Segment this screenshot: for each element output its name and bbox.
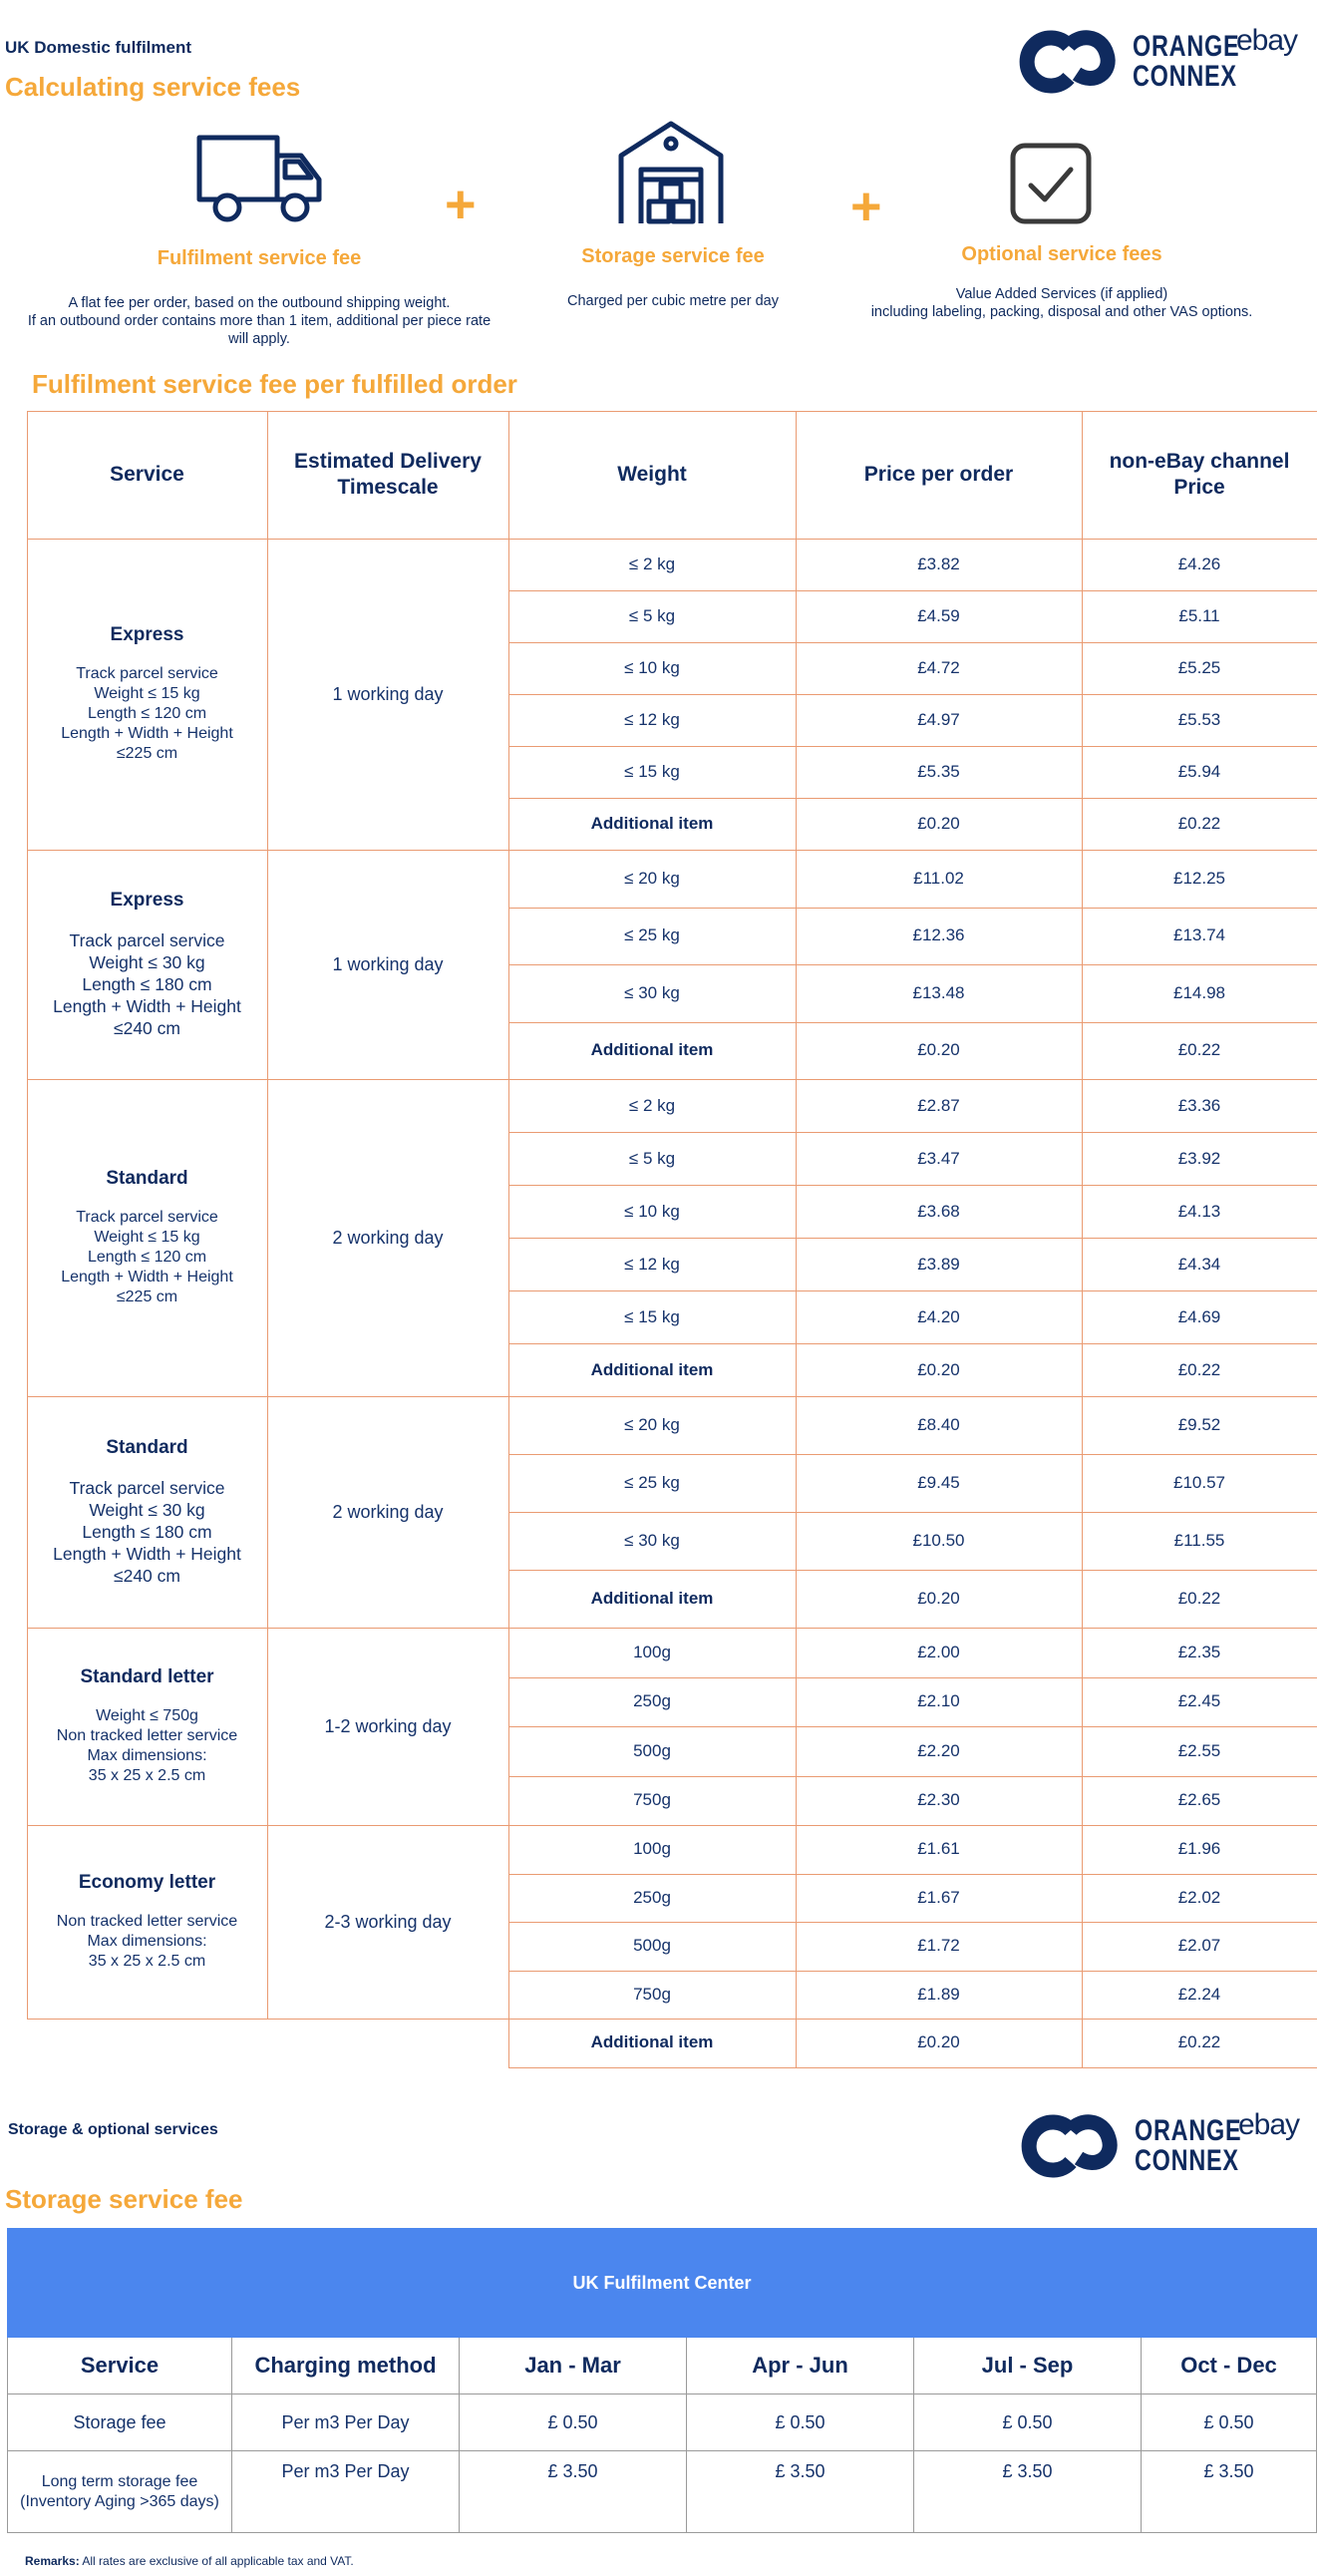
table-banner: UK Fulfilment Center bbox=[8, 2229, 1317, 2338]
weight-cell: 750g bbox=[633, 1790, 671, 1810]
remarks-text: All rates are exclusive of all applicable tax and VAT. bbox=[82, 2554, 354, 2568]
weight-cell: 500g bbox=[633, 1936, 671, 1956]
service-name: Standard bbox=[106, 1168, 188, 1189]
price-cell: £4.97 bbox=[917, 710, 960, 729]
remarks bbox=[25, 2554, 354, 2568]
table-cell: £ 3.50 bbox=[1142, 2451, 1317, 2533]
price-cell: £2.30 bbox=[917, 1790, 960, 1810]
table-cell: Per m3 Per Day bbox=[232, 2394, 460, 2451]
grid-line bbox=[27, 411, 28, 2019]
grid-line bbox=[508, 2067, 1317, 2068]
non-ebay-price-cell: £0.22 bbox=[1177, 1359, 1221, 1379]
grid-line bbox=[267, 411, 268, 2019]
weight-cell: ≤ 15 kg bbox=[624, 1306, 680, 1326]
non-ebay-price-cell: £2.07 bbox=[1177, 1936, 1221, 1956]
price-cell: £4.20 bbox=[917, 1306, 960, 1326]
table-cell: £ 0.50 bbox=[460, 2394, 687, 2451]
header-cell: Charging method bbox=[232, 2338, 460, 2394]
non-ebay-price-cell: £0.22 bbox=[1177, 1589, 1221, 1608]
truck-icon bbox=[195, 132, 325, 225]
price-cell: £12.36 bbox=[912, 925, 965, 945]
weight-cell: Additional item bbox=[590, 2032, 714, 2052]
table-title: Fulfilment service fee per fulfilled order bbox=[32, 369, 517, 399]
weight-cell: 250g bbox=[633, 1887, 671, 1907]
ebay-logo-2: ebay bbox=[1238, 2108, 1300, 2141]
plus-icon: + bbox=[445, 175, 477, 234]
non-ebay-price-cell: £0.22 bbox=[1177, 814, 1221, 833]
price-cell: £1.61 bbox=[917, 1839, 960, 1859]
price-cell: £0.20 bbox=[917, 1589, 960, 1608]
timescale-cell: 1 working day bbox=[332, 953, 444, 974]
weight-cell: ≤ 20 kg bbox=[624, 868, 680, 888]
weight-cell: ≤ 25 kg bbox=[624, 1473, 680, 1492]
non-ebay-price-cell: £2.24 bbox=[1177, 1984, 1221, 2004]
orange-connex-logo-2 bbox=[1019, 2110, 1272, 2182]
price-cell: £3.68 bbox=[917, 1201, 960, 1221]
non-ebay-price-cell: £0.22 bbox=[1177, 2032, 1221, 2052]
header-cell: Jul - Sep bbox=[914, 2338, 1142, 2394]
grid-line bbox=[27, 2019, 508, 2020]
service-name: Economy letter bbox=[78, 1872, 216, 1893]
non-ebay-price-cell: £11.55 bbox=[1173, 1531, 1225, 1550]
price-cell: £1.72 bbox=[917, 1936, 960, 1956]
orange-connex-logo bbox=[1017, 26, 1270, 98]
price-cell: £11.02 bbox=[913, 868, 964, 888]
non-ebay-price-cell: £5.94 bbox=[1177, 762, 1221, 781]
non-ebay-price-cell: £5.11 bbox=[1178, 606, 1220, 625]
grid-line bbox=[508, 411, 509, 2067]
service-cell bbox=[27, 1396, 267, 1628]
service-name: Express bbox=[110, 890, 184, 911]
header-cell: Service bbox=[8, 2338, 232, 2394]
weight-cell: ≤ 30 kg bbox=[624, 982, 680, 1002]
logo-line1: ORANGE bbox=[1133, 30, 1240, 63]
table-cell: Long term storage fee (Inventory Aging >365 days) bbox=[8, 2451, 232, 2533]
table-cell: £ 0.50 bbox=[1142, 2394, 1317, 2451]
price-cell: £2.20 bbox=[917, 1740, 960, 1760]
weight-cell: ≤ 5 kg bbox=[628, 606, 676, 625]
fulfilment-fee-desc: A flat fee per order, based on the outbound shipping weight. If an outbound order contains more than 1 item, additional per piece rate will apply. bbox=[27, 295, 492, 347]
weight-cell: ≤ 12 kg bbox=[624, 710, 680, 729]
non-ebay-price-cell: £3.92 bbox=[1177, 1148, 1221, 1168]
checkbox-icon bbox=[1009, 142, 1093, 225]
service-desc: Track parcel service Weight ≤ 15 kg Length ≤ 120 cm Length + Width + Height ≤225 cm bbox=[61, 665, 233, 762]
price-cell: £4.59 bbox=[917, 606, 960, 625]
service-desc: Non tracked letter service Max dimensions: 35 x 25 x 2.5 cm bbox=[56, 1913, 238, 1970]
weight-cell: ≤ 20 kg bbox=[624, 1415, 680, 1434]
non-ebay-price-cell: £14.98 bbox=[1173, 982, 1225, 1002]
service-cell bbox=[27, 1825, 267, 2019]
non-ebay-price-cell: £13.74 bbox=[1173, 925, 1225, 945]
grid-line bbox=[27, 411, 1317, 412]
weight-cell: 750g bbox=[633, 1984, 671, 2004]
storage-title: Storage service fee bbox=[5, 2184, 243, 2214]
optional-fee-desc: Value Added Services (if applied) including labeling, packing, disposal and other VAS options. bbox=[870, 286, 1253, 320]
service-cell bbox=[27, 539, 267, 850]
non-ebay-price-cell: £4.13 bbox=[1177, 1201, 1221, 1221]
price-cell: £0.20 bbox=[917, 1040, 960, 1060]
weight-cell: ≤ 10 kg bbox=[624, 1201, 680, 1221]
service-cell bbox=[27, 850, 267, 1079]
weight-cell: ≤ 5 kg bbox=[628, 1148, 676, 1168]
table-cell: Per m3 Per Day bbox=[232, 2451, 460, 2533]
storage-fee-desc: Charged per cubic metre per day bbox=[567, 293, 779, 309]
non-ebay-price-cell: £2.55 bbox=[1177, 1740, 1221, 1760]
column-header: Price per order bbox=[863, 463, 1014, 486]
optional-fee-title: Optional service fees bbox=[961, 243, 1162, 265]
non-ebay-price-cell: £1.96 bbox=[1177, 1839, 1221, 1859]
weight-cell: Additional item bbox=[590, 814, 714, 833]
service-name: Standard letter bbox=[80, 1666, 214, 1687]
non-ebay-price-cell: £3.36 bbox=[1177, 1095, 1221, 1115]
non-ebay-price-cell: £4.26 bbox=[1177, 554, 1221, 573]
weight-cell: ≤ 2 kg bbox=[628, 1095, 676, 1115]
timescale-cell: 1 working day bbox=[332, 683, 444, 704]
plus-icon: + bbox=[850, 177, 882, 236]
column-header: non-eBay channel Price bbox=[1109, 450, 1290, 499]
weight-cell: Additional item bbox=[590, 1359, 714, 1379]
service-desc: Track parcel service Weight ≤ 30 kg Length ≤ 180 cm Length + Width + Height ≤240 cm bbox=[53, 1478, 241, 1586]
timescale-cell: 2 working day bbox=[332, 1227, 444, 1248]
warehouse-icon bbox=[617, 120, 725, 227]
price-cell: £2.00 bbox=[917, 1642, 960, 1661]
table-cell: £ 0.50 bbox=[914, 2394, 1142, 2451]
price-cell: £4.72 bbox=[917, 658, 960, 677]
weight-cell: Additional item bbox=[590, 1589, 714, 1608]
weight-cell: 250g bbox=[633, 1691, 671, 1711]
service-cell bbox=[27, 1079, 267, 1396]
logo-line1: ORANGE bbox=[1135, 2114, 1242, 2147]
weight-cell: ≤ 10 kg bbox=[624, 658, 680, 677]
service-desc: Weight ≤ 750g Non tracked letter service Max dimensions: 35 x 25 x 2.5 cm bbox=[56, 1707, 238, 1784]
logo-line2: CONNEX bbox=[1133, 60, 1237, 93]
grid-line bbox=[1082, 411, 1083, 2067]
non-ebay-price-cell: £5.25 bbox=[1177, 658, 1221, 677]
weight-cell: ≤ 12 kg bbox=[624, 1254, 680, 1274]
weight-cell: 500g bbox=[633, 1740, 671, 1760]
section-label-2: Storage & optional services bbox=[8, 2121, 218, 2138]
price-cell: £1.67 bbox=[917, 1887, 960, 1907]
table-cell: £ 0.50 bbox=[687, 2394, 914, 2451]
logo-line2: CONNEX bbox=[1135, 2144, 1239, 2177]
service-desc: Track parcel service Weight ≤ 30 kg Length ≤ 180 cm Length + Width + Height ≤240 cm bbox=[53, 930, 241, 1038]
price-cell: £3.47 bbox=[917, 1148, 960, 1168]
price-cell: £8.40 bbox=[917, 1415, 960, 1434]
grid-line bbox=[796, 411, 797, 2067]
non-ebay-price-cell: £5.53 bbox=[1177, 710, 1221, 729]
non-ebay-price-cell: £2.45 bbox=[1177, 1691, 1221, 1711]
header-cell: Jan - Mar bbox=[460, 2338, 687, 2394]
price-cell: £0.20 bbox=[917, 814, 960, 833]
timescale-cell: 1-2 working day bbox=[324, 1715, 452, 1736]
price-cell: £5.35 bbox=[917, 762, 960, 781]
storage-fee-table bbox=[7, 2228, 1317, 2533]
page-title: Calculating service fees bbox=[5, 72, 301, 102]
price-cell: £1.89 bbox=[917, 1984, 960, 2004]
service-name: Express bbox=[110, 624, 184, 645]
non-ebay-price-cell: £9.52 bbox=[1177, 1415, 1221, 1434]
table-cell: Storage fee bbox=[8, 2394, 232, 2451]
section-label: UK Domestic fulfilment bbox=[5, 38, 192, 57]
table-cell: £ 3.50 bbox=[914, 2451, 1142, 2533]
weight-cell: ≤ 2 kg bbox=[628, 554, 676, 573]
price-cell: £10.50 bbox=[912, 1531, 965, 1550]
service-name: Standard bbox=[106, 1437, 188, 1458]
timescale-cell: 2-3 working day bbox=[324, 1911, 452, 1932]
price-cell: £2.10 bbox=[917, 1691, 960, 1711]
weight-cell: ≤ 30 kg bbox=[624, 1531, 680, 1550]
non-ebay-price-cell: £2.02 bbox=[1177, 1887, 1221, 1907]
price-cell: £3.89 bbox=[917, 1254, 960, 1274]
connex-mark-icon bbox=[1019, 2110, 1131, 2182]
service-cell bbox=[27, 1628, 267, 1825]
weight-cell: Additional item bbox=[590, 1040, 714, 1060]
column-header: Estimated Delivery Timescale bbox=[294, 450, 482, 499]
price-cell: £13.48 bbox=[912, 982, 965, 1002]
fulfilment-fee-title: Fulfilment service fee bbox=[157, 247, 362, 269]
price-cell: £2.87 bbox=[917, 1095, 960, 1115]
weight-cell: 100g bbox=[633, 1642, 671, 1661]
table-cell: £ 3.50 bbox=[460, 2451, 687, 2533]
non-ebay-price-cell: £12.25 bbox=[1173, 868, 1225, 888]
column-header: Weight bbox=[617, 463, 687, 486]
weight-cell: ≤ 25 kg bbox=[624, 925, 680, 945]
price-cell: £3.82 bbox=[917, 554, 960, 573]
service-desc: Track parcel service Weight ≤ 15 kg Length ≤ 120 cm Length + Width + Height ≤225 cm bbox=[61, 1209, 233, 1305]
column-header: Service bbox=[110, 463, 184, 486]
header-cell: Apr - Jun bbox=[687, 2338, 914, 2394]
table-cell: £ 3.50 bbox=[687, 2451, 914, 2533]
remarks-label: Remarks: bbox=[25, 2554, 80, 2568]
non-ebay-price-cell: £10.57 bbox=[1173, 1473, 1225, 1492]
price-cell: £9.45 bbox=[917, 1473, 960, 1492]
price-cell: £0.20 bbox=[917, 2032, 960, 2052]
ebay-logo: ebay bbox=[1236, 24, 1298, 57]
non-ebay-price-cell: £0.22 bbox=[1177, 1040, 1221, 1060]
non-ebay-price-cell: £4.34 bbox=[1177, 1254, 1221, 1274]
storage-fee-title: Storage service fee bbox=[581, 245, 765, 267]
weight-cell: ≤ 15 kg bbox=[624, 762, 680, 781]
price-cell: £0.20 bbox=[917, 1359, 960, 1379]
non-ebay-price-cell: £2.35 bbox=[1177, 1642, 1221, 1661]
connex-mark-icon bbox=[1017, 26, 1129, 98]
weight-cell: 100g bbox=[633, 1839, 671, 1859]
non-ebay-price-cell: £2.65 bbox=[1177, 1790, 1221, 1810]
non-ebay-price-cell: £4.69 bbox=[1177, 1306, 1221, 1326]
timescale-cell: 2 working day bbox=[332, 1501, 444, 1522]
header-cell: Oct - Dec bbox=[1142, 2338, 1317, 2394]
